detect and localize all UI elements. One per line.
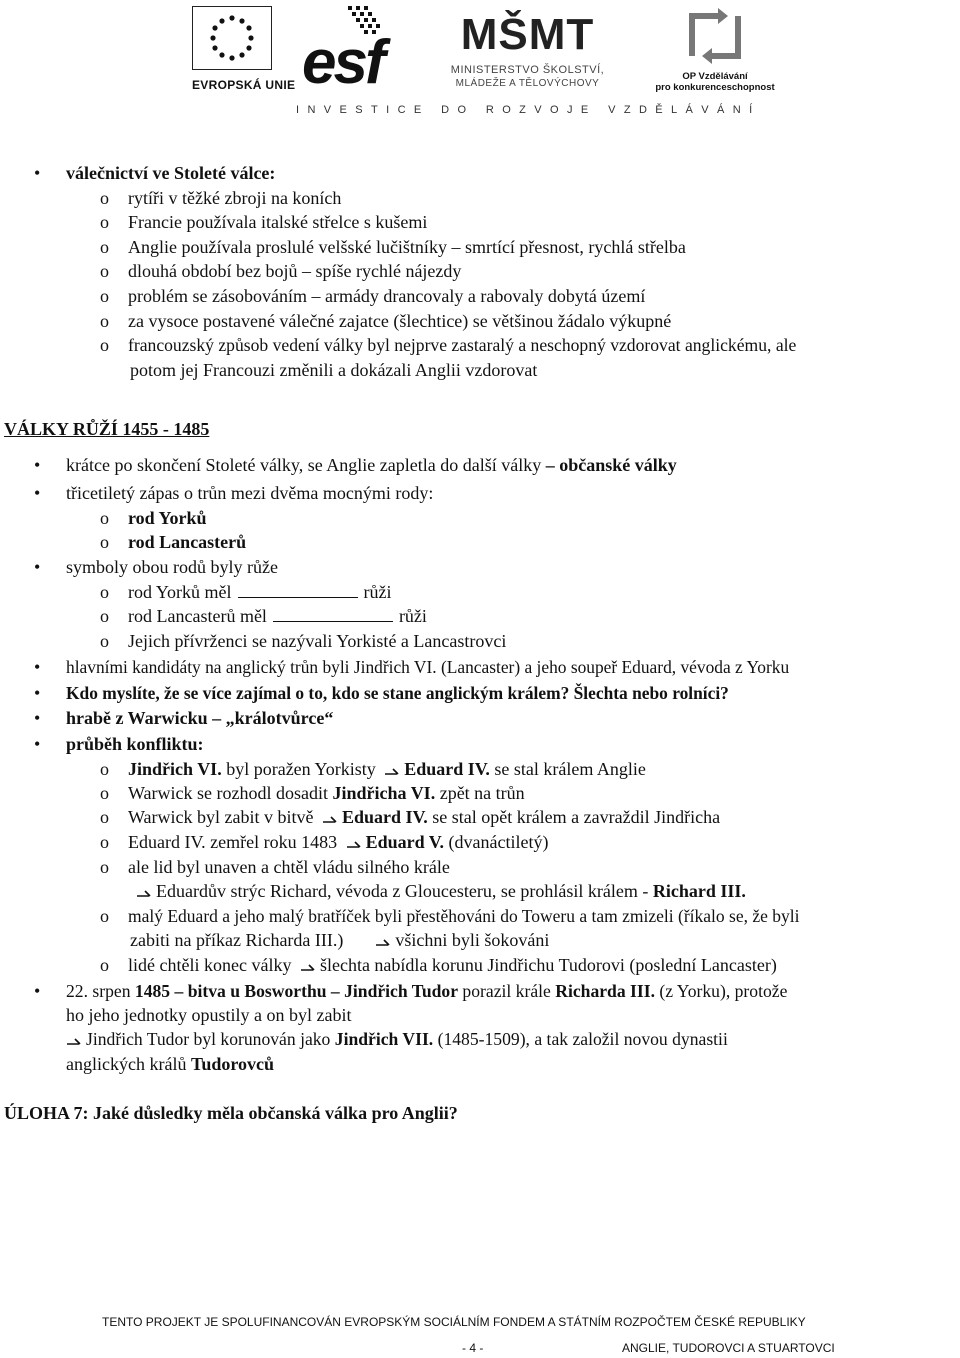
op-line1: OP Vzdělávání (682, 71, 748, 82)
list-item: za vysoce postavené válečné zajatce (šlechtice) se většinou žádalo výkupné (128, 311, 672, 331)
eu-flag-icon (192, 6, 272, 70)
text: Eduardův strýc Richard, vévoda z Gloucesteru, se prohlásil králem - (156, 881, 653, 901)
text: zpět na trůn (435, 783, 525, 803)
sub-bullet-icon: o (100, 955, 109, 975)
list-item: problém se zásobováním – armády drancovaly a rabovaly dobytá území (128, 286, 646, 306)
text: šlechta nabídla korunu Jindřichu Tudorovi (poslední Lancaster) (319, 955, 777, 975)
question-text: Kdo myslíte, že se více zajímal o to, kdo se stane anglickým králem? Šlechta nebo rolníci? (66, 683, 729, 703)
bold-text: Eduard IV. (404, 759, 490, 779)
conflict-step (128, 781, 525, 805)
op-line2: pro konkurenceschopnost (655, 82, 775, 93)
sub-bullet-icon: o (100, 631, 109, 651)
sub-bullet-icon: o (100, 857, 109, 877)
text: lidé chtěli konec války (128, 955, 296, 975)
list-item-continuation: potom jej Francouzi změnili a dokázali Anglii vzdorovat (130, 360, 538, 380)
list-item: rytíři v těžké zbroji na koních (128, 188, 342, 208)
text: Warwick se rozhodl dosadit (128, 783, 333, 803)
text: Eduard IV. zemřel roku 1483 (128, 832, 342, 852)
arrow-right-icon (346, 838, 362, 850)
bold-text: Eduard V. (365, 832, 444, 852)
op-mark-icon (680, 6, 750, 66)
text: (z Yorku), protože (654, 981, 788, 1001)
supporters-names: Jejich přívrženci se nazývali Yorkisté a Lancastrovci (128, 631, 507, 651)
text: rod Lancasterů měl (128, 606, 267, 626)
wars-roses-intro (66, 453, 677, 477)
esf-label: esf (302, 28, 383, 97)
page-header (0, 0, 960, 130)
msmt-logo (440, 6, 615, 90)
conflict-step: ale lid byl unaven a chtěl vládu silného krále (128, 857, 450, 877)
sub-bullet-icon: o (100, 783, 109, 803)
esf-logo (300, 6, 420, 101)
text: všichni byli šokováni (395, 930, 550, 950)
conflict-step: malý Eduard a jeho malý bratříček byli přestěhováni do Toweru a tam zmizeli (říkalo se, že byli (128, 906, 800, 926)
fill-in-blank[interactable] (273, 605, 393, 622)
sub-bullet-icon: o (100, 606, 109, 626)
conflict-step (128, 830, 548, 854)
task-heading: ÚLOHA 7: Jaké důsledky měla občanská válka pro Anglii? (4, 1103, 458, 1123)
sub-bullet-icon: o (100, 832, 109, 852)
text: se stal opět králem a zavraždil Jindřicha (427, 807, 721, 827)
page-number: - 4 - (462, 1341, 484, 1355)
sub-bullet-icon: o (100, 807, 109, 827)
text: rod Yorků měl (128, 582, 232, 602)
msmt-line1: MINISTERSTVO ŠKOLSTVÍ, (450, 64, 605, 76)
text: zabiti na příkaz Richarda III.) (130, 930, 344, 950)
conflict-course-heading: průběh konfliktu: (66, 734, 204, 754)
bullet-icon: • (34, 981, 41, 1001)
bold-text: Jindřicha VI. (332, 783, 436, 803)
eu-logo (192, 6, 296, 92)
main-candidates: hlavními kandidáty na anglický trůn byli Jindřich VI. (Lancaster) a jeho soupeř Eduard, vévoda z Yorku (66, 657, 790, 677)
house-york: rod Yorků (128, 508, 207, 528)
bold-text: Tudorovců (190, 1054, 275, 1074)
conflict-step (128, 757, 646, 781)
conflict-step (128, 805, 720, 829)
sub-bullet-icon: o (100, 237, 109, 257)
york-rose-fill (128, 580, 392, 604)
house-lancaster: rod Lancasterů (128, 532, 247, 552)
conflict-step-continuation (132, 879, 746, 903)
arrow-right-icon (300, 961, 316, 973)
text: se stal králem Anglie (489, 759, 646, 779)
text: byl poražen Yorkisty (221, 759, 381, 779)
arrow-right-icon (384, 765, 400, 777)
list-item: francouzský způsob vedení války byl nejprve zastaralý a neschopný vzdorovat anglickému, ale (128, 335, 797, 355)
sub-bullet-icon: o (100, 311, 109, 331)
bullet-icon: • (34, 483, 41, 503)
text: Jindřich Tudor byl korunován jako (86, 1029, 335, 1049)
text: porazil krále (458, 981, 556, 1001)
bullet-icon: • (34, 708, 41, 728)
arrow-right-icon (375, 936, 391, 948)
text: růži (398, 606, 427, 626)
lancaster-rose-fill (128, 604, 427, 628)
arrow-right-icon (66, 1035, 82, 1047)
section2-title: VÁLKY RŮŽÍ 1455 - 1485 (4, 419, 210, 439)
roses-symbols: symboly obou rodů byly růže (66, 557, 278, 577)
text: Warwick byl zabit v bitvě (128, 807, 318, 827)
eu-label: EVROPSKÁ UNIE (192, 78, 296, 92)
header-tagline: INVESTICE DO ROZVOJE VZDĚLÁVÁNÍ (296, 104, 761, 116)
eu-stars-icon (193, 7, 271, 69)
sub-bullet-icon: o (100, 508, 109, 528)
conflict-step (128, 953, 777, 977)
bullet-icon: • (34, 557, 41, 577)
text: růži (363, 582, 392, 602)
bullet-icon: • (34, 734, 41, 754)
sub-bullet-icon: o (100, 286, 109, 306)
sub-bullet-icon: o (100, 188, 109, 208)
section1-heading: válečnictví ve Stoleté válce: (66, 163, 276, 183)
sub-bullet-icon: o (100, 906, 109, 926)
conflict-step-continuation (130, 928, 549, 952)
sub-bullet-icon: o (100, 212, 109, 232)
text: krátce po skončení Stoleté války, se Anglie zapletla do další války (66, 455, 546, 475)
bold-text: – občanské války (545, 455, 677, 475)
sub-bullet-icon: o (100, 759, 109, 779)
list-item: Anglie používala proslulé velšské lučištníky – smrtící přesnost, rychlá střelba (128, 237, 686, 257)
fill-in-blank[interactable] (238, 581, 358, 598)
bullet-icon: • (34, 683, 41, 703)
text: 22. srpen (66, 981, 135, 1001)
bold-text: 1485 – bitva u Bosworthu – Jindřich Tudor (134, 981, 459, 1001)
text: anglických králů (66, 1054, 191, 1074)
arrow-right-icon (322, 813, 338, 825)
arrow-right-icon (136, 887, 152, 899)
bullet-icon: • (34, 455, 41, 475)
sub-bullet-icon: o (100, 532, 109, 552)
text: (dvanáctiletý) (444, 832, 549, 852)
bold-text: Jindřich VII. (334, 1029, 434, 1049)
footer-funding: TENTO PROJEKT JE SPOLUFINANCOVÁN EVROPSKÝM SOCIÁLNÍM FONDEM A STÁTNÍM ROZPOČTEM ČESKÉ REPUBLIKY (102, 1315, 806, 1329)
bullet-icon: • (34, 163, 41, 183)
bullet-icon: • (34, 657, 41, 677)
msmt-mark: MŠMT (460, 10, 595, 59)
sub-bullet-icon: o (100, 261, 109, 281)
sub-bullet-icon: o (100, 335, 109, 355)
tudor-dynasty (66, 1052, 274, 1076)
sub-bullet-icon: o (100, 582, 109, 602)
bold-text: Richard III. (652, 881, 746, 901)
list-item: Francie používala italské střelce s kušemi (128, 212, 428, 232)
footer-title: ANGLIE, TUDOROVCI A STUARTOVCI (622, 1341, 835, 1355)
bosworth-line (66, 979, 787, 1003)
bold-text: Jindřich VI. (128, 759, 222, 779)
warwick-kingmaker: hrabě z Warwicku – „králotvůrce“ (66, 708, 334, 728)
msmt-line2: MLÁDEŽE A TĚLOVÝCHOVY (455, 78, 600, 89)
bold-text: Eduard IV. (342, 807, 428, 827)
list-item: dlouhá období bez bojů – spíše rychlé nájezdy (128, 261, 462, 281)
bosworth-line-cont: ho jeho jednotky opustily a on byl zabit (66, 1005, 352, 1025)
op-logo (650, 6, 780, 93)
bold-text: Richarda III. (555, 981, 655, 1001)
wars-roses-struggle: třicetiletý zápas o trůn mezi dvěma mocnými rody: (66, 483, 434, 503)
text: (1485-1509), a tak založil novou dynastii (433, 1029, 728, 1049)
tudor-crowned (66, 1027, 728, 1051)
